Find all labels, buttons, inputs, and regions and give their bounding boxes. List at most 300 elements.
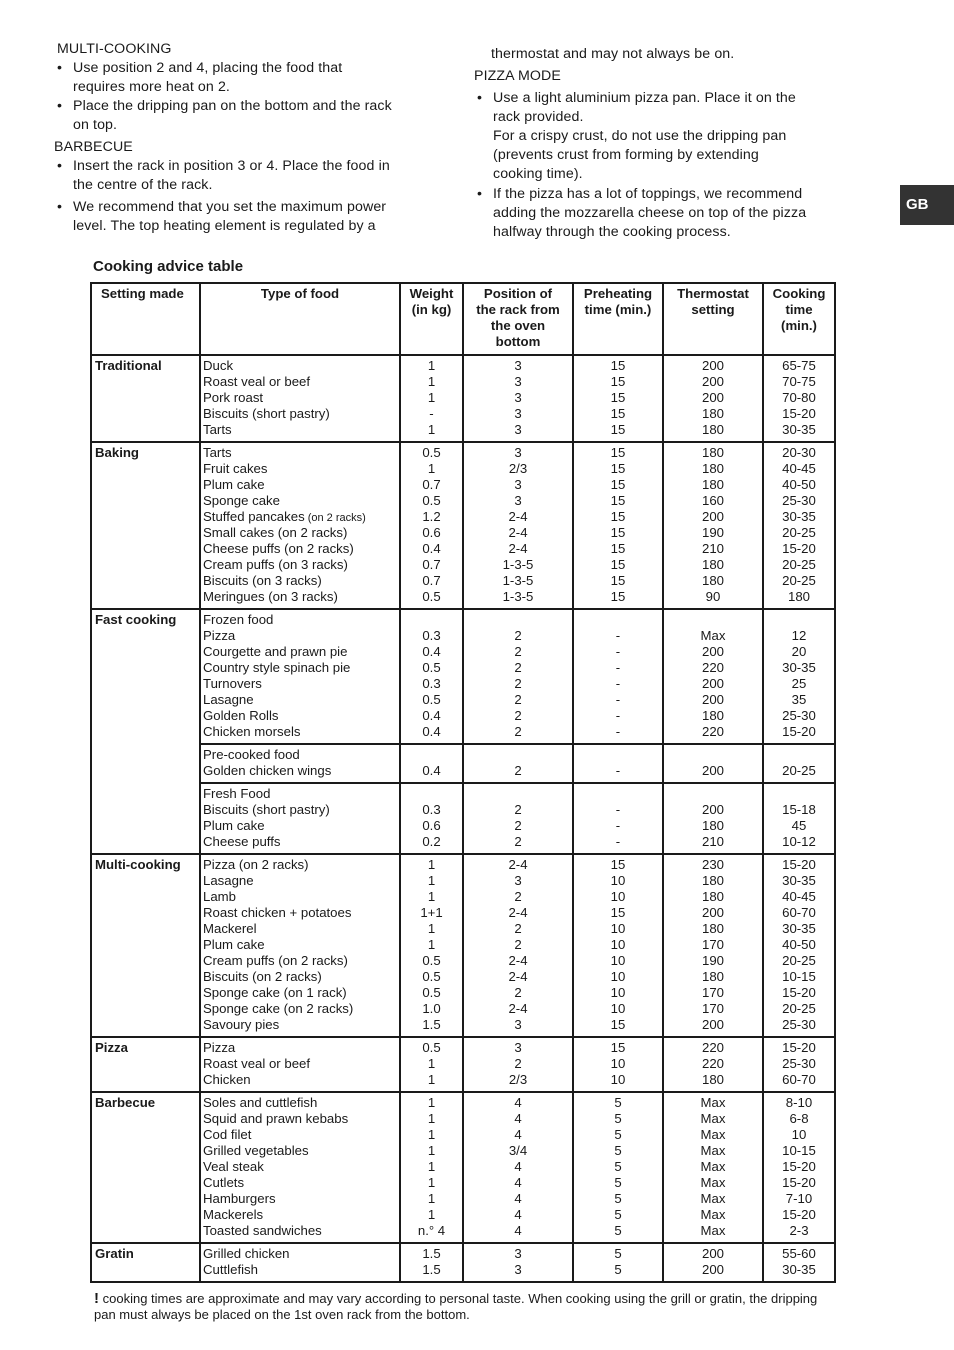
thermostat-value: 220 — [701, 1056, 724, 1071]
table-title: Cooking advice table — [93, 258, 244, 275]
thermostat-value: 170 — [701, 937, 724, 952]
food-name: Sponge cake (on 2 racks) — [203, 1001, 354, 1016]
weight-value — [403, 786, 460, 802]
bullet-dot: • — [57, 98, 63, 114]
time-value: 35 — [791, 692, 807, 707]
food-item — [203, 953, 397, 969]
header-line: the rack from — [476, 302, 560, 317]
weight-value: 1 — [427, 461, 436, 476]
setting-cell: Baking — [91, 442, 200, 609]
thermostat-value: 200 — [701, 1017, 724, 1032]
food-item — [203, 818, 397, 834]
food-item — [203, 406, 397, 422]
preheat-cell — [573, 1037, 663, 1092]
position-value: 3 — [514, 1246, 522, 1261]
preheat-value: 10 — [610, 1001, 626, 1016]
position-cell — [463, 1037, 573, 1092]
setting-cell: Pizza — [91, 1037, 200, 1092]
weight-value: 0.2 — [422, 834, 441, 849]
weight-value: 1 — [427, 1191, 436, 1206]
time-value — [766, 612, 832, 628]
time-value: 10 — [791, 1127, 807, 1142]
weight-value: 1 — [427, 1127, 436, 1142]
preheat-value: 5 — [614, 1223, 622, 1238]
thermostat-cell — [663, 854, 763, 1037]
thermostat-cell — [663, 355, 763, 442]
position-value: 4 — [514, 1207, 522, 1222]
weight-value: 1 — [427, 857, 436, 872]
time-value: 30-35 — [782, 509, 816, 524]
weight-value: 0.4 — [422, 644, 441, 659]
weight-value: 0.3 — [422, 628, 441, 643]
preheat-value: 10 — [610, 953, 626, 968]
position-cell — [463, 442, 573, 609]
weight-value — [403, 747, 460, 763]
left-text-column — [54, 40, 444, 236]
multi-cooking-bullets — [54, 59, 444, 135]
position-cell — [463, 744, 573, 783]
weight-value — [403, 612, 460, 628]
position-cell — [463, 355, 573, 442]
pizza-mode-heading: PIZZA MODE — [474, 68, 561, 84]
position-value: 3 — [514, 1262, 522, 1277]
time-value: 30-35 — [782, 921, 816, 936]
preheat-cell — [573, 1092, 663, 1243]
thermostat-value: 180 — [701, 461, 724, 476]
preheat-cell — [573, 1243, 663, 1282]
time-value: 20-25 — [782, 573, 816, 588]
time-value: 55-60 — [782, 1246, 816, 1261]
preheat-value: 15 — [610, 390, 626, 405]
food-name: Biscuits (on 3 racks) — [203, 573, 322, 588]
food-name: Country style spinach pie — [203, 660, 351, 675]
food-item — [203, 422, 397, 438]
food-item — [203, 644, 397, 660]
thermostat-value: 210 — [701, 541, 724, 556]
food-item — [203, 1207, 397, 1223]
food-name: Roast veal or beef — [203, 374, 311, 389]
food-name: Roast chicken + potatoes — [203, 905, 352, 920]
thermostat-value: 160 — [701, 493, 724, 508]
preheat-value: 10 — [610, 985, 626, 1000]
header-line: time (min.) — [584, 302, 652, 317]
position-value: 3 — [514, 873, 522, 888]
bullet-line: requires more heat on 2. — [73, 79, 230, 95]
time-value: 40-50 — [782, 477, 816, 492]
time-cell — [763, 854, 835, 1037]
time-value: 15-20 — [782, 1159, 816, 1174]
preheat-cell — [573, 355, 663, 442]
position-value: 2 — [514, 708, 522, 723]
food-cell — [200, 609, 400, 744]
bullet-dot: • — [57, 199, 63, 215]
position-value: 4 — [514, 1223, 522, 1238]
weight-value: 1 — [427, 1207, 436, 1222]
thermostat-value: Max — [700, 1191, 726, 1206]
position-value: 2 — [514, 1056, 522, 1071]
food-item — [203, 1111, 397, 1127]
time-value: 15-20 — [782, 406, 816, 421]
preheat-value: 10 — [610, 921, 626, 936]
weight-value: 1.2 — [422, 509, 441, 524]
preheat-value: - — [615, 724, 621, 739]
position-value: 4 — [514, 1095, 522, 1110]
thermostat-value: 180 — [701, 445, 724, 460]
bullet-line: If the pizza has a lot of toppings, we recommend — [493, 186, 803, 202]
bullet-line: level. The top heating element is regulated by a — [73, 218, 376, 234]
preheat-value: 10 — [610, 937, 626, 952]
preheat-value: - — [615, 708, 621, 723]
food-name: Squid and prawn kebabs — [203, 1111, 349, 1126]
setting-cell: Traditional — [91, 355, 200, 442]
right-text-column — [474, 45, 854, 242]
thermostat-cell — [663, 783, 763, 854]
position-cell — [463, 609, 573, 744]
food-name: Tarts — [203, 422, 232, 437]
food-name: Biscuits (short pastry) — [203, 802, 330, 817]
preheat-cell — [573, 783, 663, 854]
preheat-value: 5 — [614, 1095, 622, 1110]
position-value: 3 — [514, 477, 522, 492]
thermostat-cell — [663, 1037, 763, 1092]
time-cell — [763, 609, 835, 744]
time-value: 65-75 — [782, 358, 816, 373]
preheat-value: 5 — [614, 1143, 622, 1158]
header-line: Cooking — [772, 286, 826, 301]
thermostat-value: 200 — [701, 1262, 724, 1277]
setting-cell: Multi-cooking — [91, 854, 200, 1037]
food-item — [203, 1223, 397, 1239]
time-value: 8-10 — [785, 1095, 813, 1110]
table-row — [91, 1092, 835, 1243]
food-item — [203, 374, 397, 390]
weight-value: n.° 4 — [417, 1223, 446, 1238]
table-row — [91, 609, 835, 744]
thermostat-value — [666, 747, 760, 763]
position-value: 1-3-5 — [502, 589, 534, 604]
time-value: 70-75 — [782, 374, 816, 389]
weight-value: 0.5 — [422, 692, 441, 707]
food-name: Stuffed pancakes — [203, 509, 305, 524]
weight-value: 1 — [427, 422, 436, 437]
weight-value: 1+1 — [420, 905, 443, 920]
position-value — [466, 612, 570, 628]
food-name: Veal steak — [203, 1159, 264, 1174]
bullet-line: We recommend that you set the maximum power — [73, 199, 387, 215]
thermostat-value: 200 — [701, 509, 724, 524]
time-value: 10-15 — [782, 969, 816, 984]
weight-value: 0.7 — [422, 557, 441, 572]
time-value: 7-10 — [785, 1191, 813, 1206]
food-item — [203, 628, 397, 644]
food-item — [203, 525, 397, 541]
preheat-value — [576, 747, 660, 763]
thermostat-value: 220 — [701, 1040, 724, 1055]
food-item — [203, 660, 397, 676]
position-value: 2 — [514, 660, 522, 675]
preheat-value: 15 — [610, 358, 626, 373]
header-weight — [400, 283, 463, 355]
time-value: 25-30 — [782, 493, 816, 508]
time-value: 15-20 — [782, 724, 816, 739]
food-item — [203, 1095, 397, 1111]
food-name: Cream puffs (on 3 racks) — [203, 557, 348, 572]
food-name: Pizza — [203, 628, 236, 643]
food-name: Savoury pies — [203, 1017, 280, 1032]
header-line: (in kg) — [411, 302, 452, 317]
weight-cell — [400, 355, 463, 442]
preheat-value — [576, 612, 660, 628]
thermostat-value: 220 — [701, 660, 724, 675]
position-value — [466, 747, 570, 763]
preheat-value: 15 — [610, 557, 626, 572]
time-cell — [763, 783, 835, 854]
position-cell — [463, 1092, 573, 1243]
position-value: 2 — [514, 692, 522, 707]
thermostat-value: 230 — [701, 857, 724, 872]
food-name: Soles and cuttlefish — [203, 1095, 318, 1110]
food-name: Pizza — [203, 1040, 236, 1055]
language-tab: GB — [900, 185, 954, 225]
food-name: Pre-cooked food — [203, 747, 300, 762]
preheat-value: 15 — [610, 509, 626, 524]
weight-value: 0.5 — [422, 660, 441, 675]
header-line: time — [785, 302, 813, 317]
multi-cooking-heading: MULTI-COOKING — [57, 41, 172, 57]
cooking-advice-table — [90, 282, 836, 1283]
time-value: 30-35 — [782, 873, 816, 888]
preheat-value: - — [615, 818, 621, 833]
preheat-value: 15 — [610, 445, 626, 460]
food-item — [203, 1143, 397, 1159]
bullet-dot: • — [57, 158, 63, 174]
thermostat-value: Max — [700, 1095, 726, 1110]
preheat-value: 10 — [610, 1056, 626, 1071]
pizza-mode-bullet — [474, 89, 854, 184]
time-cell — [763, 1092, 835, 1243]
food-name: Roast veal or beef — [203, 1056, 311, 1071]
weight-value: 1 — [427, 1056, 436, 1071]
food-item — [203, 541, 397, 557]
thermostat-value: 200 — [701, 905, 724, 920]
position-value: 2-4 — [508, 541, 528, 556]
food-item — [203, 493, 397, 509]
food-cell — [200, 442, 400, 609]
food-cell — [200, 1243, 400, 1282]
time-value: 60-70 — [782, 1072, 816, 1087]
preheat-value: 5 — [614, 1262, 622, 1277]
time-value: 20 — [791, 644, 807, 659]
preheat-value: - — [615, 834, 621, 849]
food-item — [203, 873, 397, 889]
thermostat-value: 200 — [701, 644, 724, 659]
time-value: 60-70 — [782, 905, 816, 920]
preheat-value: 15 — [610, 905, 626, 920]
position-value: 2 — [514, 834, 522, 849]
position-value: 2-4 — [508, 969, 528, 984]
bullet-dot: • — [477, 186, 483, 202]
food-item — [203, 358, 397, 374]
thermostat-value: Max — [700, 1143, 726, 1158]
position-value: 2-4 — [508, 905, 528, 920]
position-value — [466, 786, 570, 802]
time-value: 25-30 — [782, 708, 816, 723]
preheat-value: 15 — [610, 525, 626, 540]
time-value: 15-20 — [782, 985, 816, 1000]
position-cell — [463, 783, 573, 854]
bullet-line: on top. — [73, 117, 118, 133]
thermostat-value: 190 — [701, 525, 724, 540]
position-value: 4 — [514, 1127, 522, 1142]
time-value: 20-30 — [782, 445, 816, 460]
thermostat-cell — [663, 744, 763, 783]
food-cell — [200, 355, 400, 442]
food-item — [203, 905, 397, 921]
weight-cell — [400, 744, 463, 783]
preheat-value: 15 — [610, 493, 626, 508]
header-line: (min.) — [781, 318, 817, 333]
food-name: Cheese puffs (on 2 racks) — [203, 541, 354, 556]
position-value: 4 — [514, 1191, 522, 1206]
thermostat-value: Max — [700, 1111, 726, 1126]
food-name: Hamburgers — [203, 1191, 276, 1206]
thermostat-value: 180 — [701, 969, 724, 984]
weight-value: 1 — [427, 1111, 436, 1126]
preheat-value: 15 — [610, 573, 626, 588]
bullet-dot: • — [57, 60, 63, 76]
time-value: 15-20 — [782, 857, 816, 872]
thermostat-value: Max — [700, 628, 726, 643]
barbecue-bullet — [54, 198, 444, 236]
table-row — [91, 355, 835, 442]
thermostat-value: 180 — [701, 889, 724, 904]
thermostat-value: 200 — [701, 802, 724, 817]
weight-value: 1 — [427, 390, 436, 405]
thermostat-value: Max — [700, 1223, 726, 1238]
preheat-value: 15 — [610, 461, 626, 476]
header-line: Position of — [483, 286, 553, 301]
bullet-line: Insert the rack in position 3 or 4. Place the food in — [73, 158, 390, 174]
food-name: Pizza (on 2 racks) — [203, 857, 309, 872]
time-value: 10-15 — [782, 1143, 816, 1158]
weight-value: 1 — [427, 937, 436, 952]
position-value: 2 — [514, 763, 522, 778]
food-item — [203, 834, 397, 850]
food-name: Mackerel — [203, 921, 257, 936]
weight-value: 1 — [427, 921, 436, 936]
preheat-cell — [573, 609, 663, 744]
food-name: Tarts — [203, 445, 232, 460]
bullet-line: (prevents crust from forming by extending — [493, 147, 759, 163]
thermostat-cell — [663, 442, 763, 609]
time-value: 40-45 — [782, 889, 816, 904]
position-value: 2-4 — [508, 1001, 528, 1016]
food-name: Chicken — [203, 1072, 251, 1087]
weight-value: 0.5 — [422, 493, 441, 508]
thermostat-value: 200 — [701, 1246, 724, 1261]
weight-value: 0.7 — [422, 477, 441, 492]
header-line: bottom — [495, 334, 541, 349]
position-value: 2 — [514, 985, 522, 1000]
food-item — [203, 857, 397, 873]
bullet-line: rack provided. — [493, 109, 584, 125]
food-name: Turnovers — [203, 676, 262, 691]
preheat-cell — [573, 442, 663, 609]
time-value: 20-25 — [782, 525, 816, 540]
food-name: Cuttlefish — [203, 1262, 258, 1277]
position-value: 2-4 — [508, 509, 528, 524]
weight-value: 0.3 — [422, 676, 441, 691]
time-value: 45 — [791, 818, 807, 833]
thermostat-value: 180 — [701, 708, 724, 723]
pizza-mode-bullets — [474, 89, 854, 242]
preheat-value: 5 — [614, 1175, 622, 1190]
food-name: Sponge cake (on 1 rack) — [203, 985, 347, 1000]
thermostat-value: 200 — [701, 358, 724, 373]
preheat-value: 5 — [614, 1246, 622, 1261]
time-cell — [763, 442, 835, 609]
thermostat-value: 220 — [701, 724, 724, 739]
food-name: Lasagne — [203, 873, 254, 888]
food-name: Golden Rolls — [203, 708, 279, 723]
preheat-value: 5 — [614, 1159, 622, 1174]
food-name: Duck — [203, 358, 234, 373]
food-name: Pork roast — [203, 390, 264, 405]
header-preheat — [573, 283, 663, 355]
time-value: 15-18 — [782, 802, 816, 817]
thermostat-value: 180 — [701, 818, 724, 833]
barbecue-heading: BARBECUE — [54, 139, 133, 155]
header-line: Thermostat — [677, 286, 749, 301]
preheat-value — [576, 786, 660, 802]
position-value: 3 — [514, 406, 522, 421]
food-name: Cheese puffs — [203, 834, 281, 849]
food-item — [203, 889, 397, 905]
multi-cooking-bullet — [54, 59, 444, 97]
position-value: 3 — [514, 445, 522, 460]
time-value: 15-20 — [782, 1175, 816, 1190]
thermostat-value: 180 — [701, 422, 724, 437]
weight-value: 0.3 — [422, 802, 441, 817]
weight-value: 1 — [427, 1143, 436, 1158]
thermostat-value — [666, 612, 760, 628]
thermostat-value: 170 — [701, 985, 724, 1000]
weight-value: 1 — [427, 1072, 436, 1087]
position-value: 4 — [514, 1175, 522, 1190]
preheat-value: 10 — [610, 873, 626, 888]
food-item — [203, 1246, 397, 1262]
position-value: 4 — [514, 1159, 522, 1174]
position-value: 3/4 — [508, 1143, 528, 1158]
food-item — [203, 509, 397, 525]
food-item — [203, 1072, 397, 1088]
position-value: 3 — [514, 1017, 522, 1032]
preheat-value: 10 — [610, 889, 626, 904]
bullet-line: the centre of the rack. — [73, 177, 213, 193]
time-value: 15-20 — [782, 1040, 816, 1055]
position-value: 2 — [514, 628, 522, 643]
food-item — [203, 985, 397, 1001]
time-value: 6-8 — [789, 1111, 809, 1126]
thermostat-value: Max — [700, 1159, 726, 1174]
weight-value: 1 — [427, 374, 436, 389]
time-value: 20-25 — [782, 1001, 816, 1016]
thermostat-value: 180 — [701, 406, 724, 421]
food-item — [203, 612, 397, 628]
time-value — [766, 786, 832, 802]
time-value: 30-35 — [782, 660, 816, 675]
food-name: Courgette and prawn pie — [203, 644, 348, 659]
